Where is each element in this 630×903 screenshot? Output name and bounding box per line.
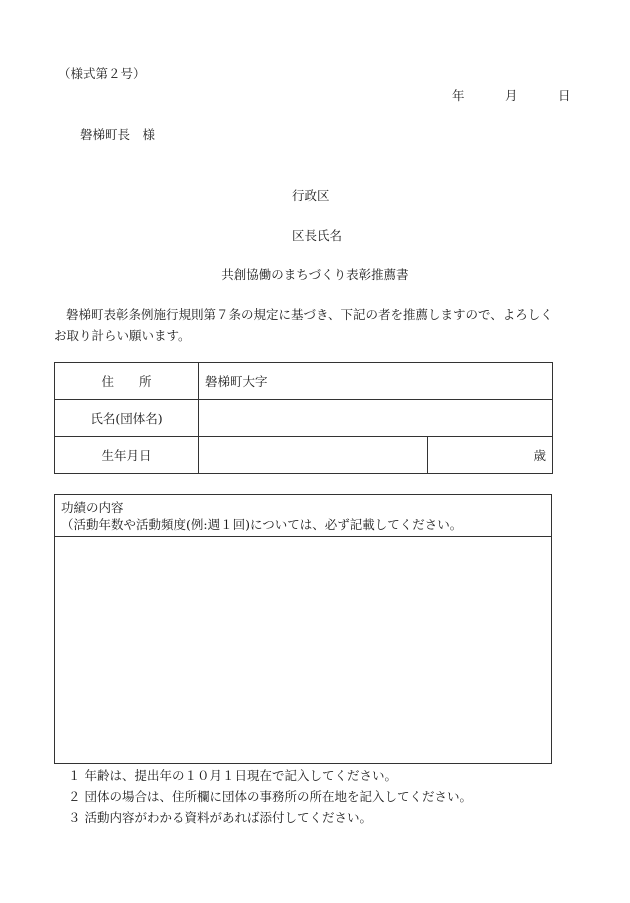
- date-day: 日: [558, 88, 571, 103]
- body-text-line1: 磐梯町表彰条例施行規則第７条の規定に基づき、下記の者を推薦しますので、よろしく: [66, 307, 553, 322]
- address-field[interactable]: 磐梯町大字: [199, 363, 553, 400]
- name-field[interactable]: [199, 400, 553, 437]
- nominee-info-table: [54, 362, 553, 474]
- age-unit: 歳: [533, 448, 547, 463]
- age-field[interactable]: [428, 437, 553, 474]
- form-number: （様式第２号）: [58, 66, 146, 81]
- note-item: ３ 活動内容がわかる資料があれば添付してください。: [68, 810, 372, 825]
- addressee: 磐梯町長 様: [80, 127, 156, 142]
- achievements-box: [54, 494, 552, 764]
- notes-list: [68, 765, 472, 828]
- achievements-instruction: （活動年数や活動頻度(例:週１回)については、必ず記載してください。: [61, 517, 463, 532]
- note-item: ２ 団体の場合は、住所欄に団体の事務所の所在地を記入してください。: [68, 789, 472, 804]
- sender-head-name: 区長氏名: [292, 228, 343, 243]
- note-item: １ 年齢は、提出年の１０月１日現在で記入してください。: [68, 768, 397, 783]
- body-text-line2: お取り計らい願います。: [54, 328, 191, 343]
- sender-district: 行政区: [292, 188, 330, 203]
- achievements-header: [55, 495, 551, 537]
- table-row-birthdate: [55, 437, 553, 474]
- table-row-name: [55, 400, 553, 437]
- address-label: 住 所: [55, 363, 199, 400]
- achievements-title: 功績の内容: [61, 500, 124, 515]
- document-title: 共創協働のまちづくり表彰推薦書: [221, 267, 409, 282]
- date-month: 月: [505, 88, 518, 103]
- table-row-address: [55, 363, 553, 400]
- birthdate-label: 生年月日: [55, 437, 199, 474]
- achievements-content-field[interactable]: [55, 537, 551, 761]
- date-year: 年: [452, 88, 465, 103]
- name-label: 氏名(団体名): [55, 400, 199, 437]
- birthdate-field[interactable]: [199, 437, 428, 474]
